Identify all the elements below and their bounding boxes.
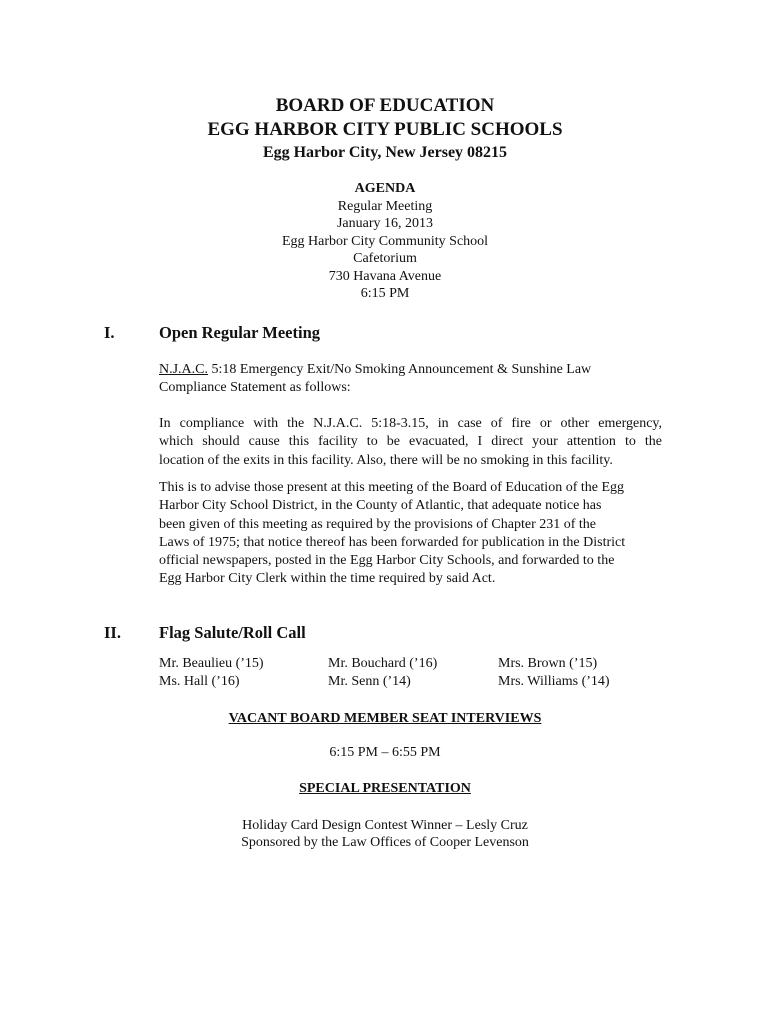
paragraph-line: location of the exits in this facility. Also, there will be no smoking in this facility. — [159, 452, 613, 468]
section-2-number: II. — [104, 623, 121, 642]
agenda-block — [0, 180, 770, 303]
board-title: BOARD OF EDUCATION — [275, 95, 495, 116]
paragraph-line: which should cause this facility to be evacuated, I direct your attention to the — [159, 434, 662, 450]
presentation-heading: SPECIAL PRESENTATION — [299, 781, 471, 796]
agenda-heading: AGENDA — [354, 181, 416, 196]
board-member: Mr. Beaulieu (’15) — [159, 656, 264, 671]
meeting-venue: Egg Harbor City Community School — [281, 233, 489, 249]
roll-call-column-2 — [328, 655, 437, 691]
board-member: Mrs. Brown (’15) — [498, 656, 598, 671]
board-member: Ms. Hall (’16) — [159, 674, 240, 689]
emergency-paragraph — [159, 415, 662, 470]
paragraph-line: Laws of 1975; that notice thereof has been forwarded for publication in the District — [159, 534, 626, 550]
section-1-title: Open Regular Meeting — [159, 323, 321, 342]
interviews-heading: VACANT BOARD MEMBER SEAT INTERVIEWS — [228, 711, 542, 726]
presentation-winner: Holiday Card Design Contest Winner – Lesly Cruz — [242, 818, 528, 833]
section-1-intro — [159, 361, 662, 398]
district-location: Egg Harbor City, New Jersey 08215 — [262, 144, 508, 161]
section-1-number: I. — [104, 323, 115, 342]
paragraph-line: been given of this meeting as required by the provisions of Chapter 231 of the — [159, 516, 597, 532]
section-2-title: Flag Salute/Roll Call — [159, 623, 306, 642]
meeting-date: January 16, 2013 — [336, 216, 434, 231]
intro-line-1 — [159, 361, 662, 379]
interviews-time: 6:15 PM – 6:55 PM — [329, 745, 441, 760]
paragraph-line: Egg Harbor City Clerk within the time required by said Act. — [159, 571, 496, 587]
presentation-sponsor: Sponsored by the Law Offices of Cooper Levenson — [241, 835, 529, 850]
intro-line-1-text: 5:18 Emergency Exit/No Smoking Announcement & Sunshine Law — [208, 362, 592, 377]
meeting-address: 730 Havana Avenue — [328, 268, 442, 284]
board-member: Mr. Senn (’14) — [328, 674, 411, 689]
meeting-time: 6:15 PM — [360, 286, 410, 301]
paragraph-line: This is to advise those present at this meeting of the Board of Education of the Egg — [159, 480, 625, 495]
meeting-type: Regular Meeting — [337, 198, 433, 214]
district-title: EGG HARBOR CITY PUBLIC SCHOOLS — [207, 119, 563, 140]
meeting-room: Cafetorium — [353, 251, 417, 266]
paragraph-line: Harbor City School District, in the County of Atlantic, that adequate notice has — [159, 498, 602, 514]
board-member: Mrs. Williams (’14) — [498, 674, 610, 689]
njac-reference: N.J.A.C. — [159, 362, 209, 377]
roll-call-column-1 — [159, 655, 264, 691]
intro-line-2: Compliance Statement as follows: — [159, 380, 351, 396]
roll-call-column-3 — [498, 655, 610, 691]
sunshine-paragraph — [159, 479, 662, 589]
paragraph-line: official newspapers, posted in the Egg Harbor City Schools, and forwarded to the — [159, 553, 615, 569]
board-member: Mr. Bouchard (’16) — [328, 656, 438, 671]
paragraph-line: In compliance with the N.J.A.C. 5:18-3.15, in case of fire or other emergency, — [159, 416, 662, 431]
